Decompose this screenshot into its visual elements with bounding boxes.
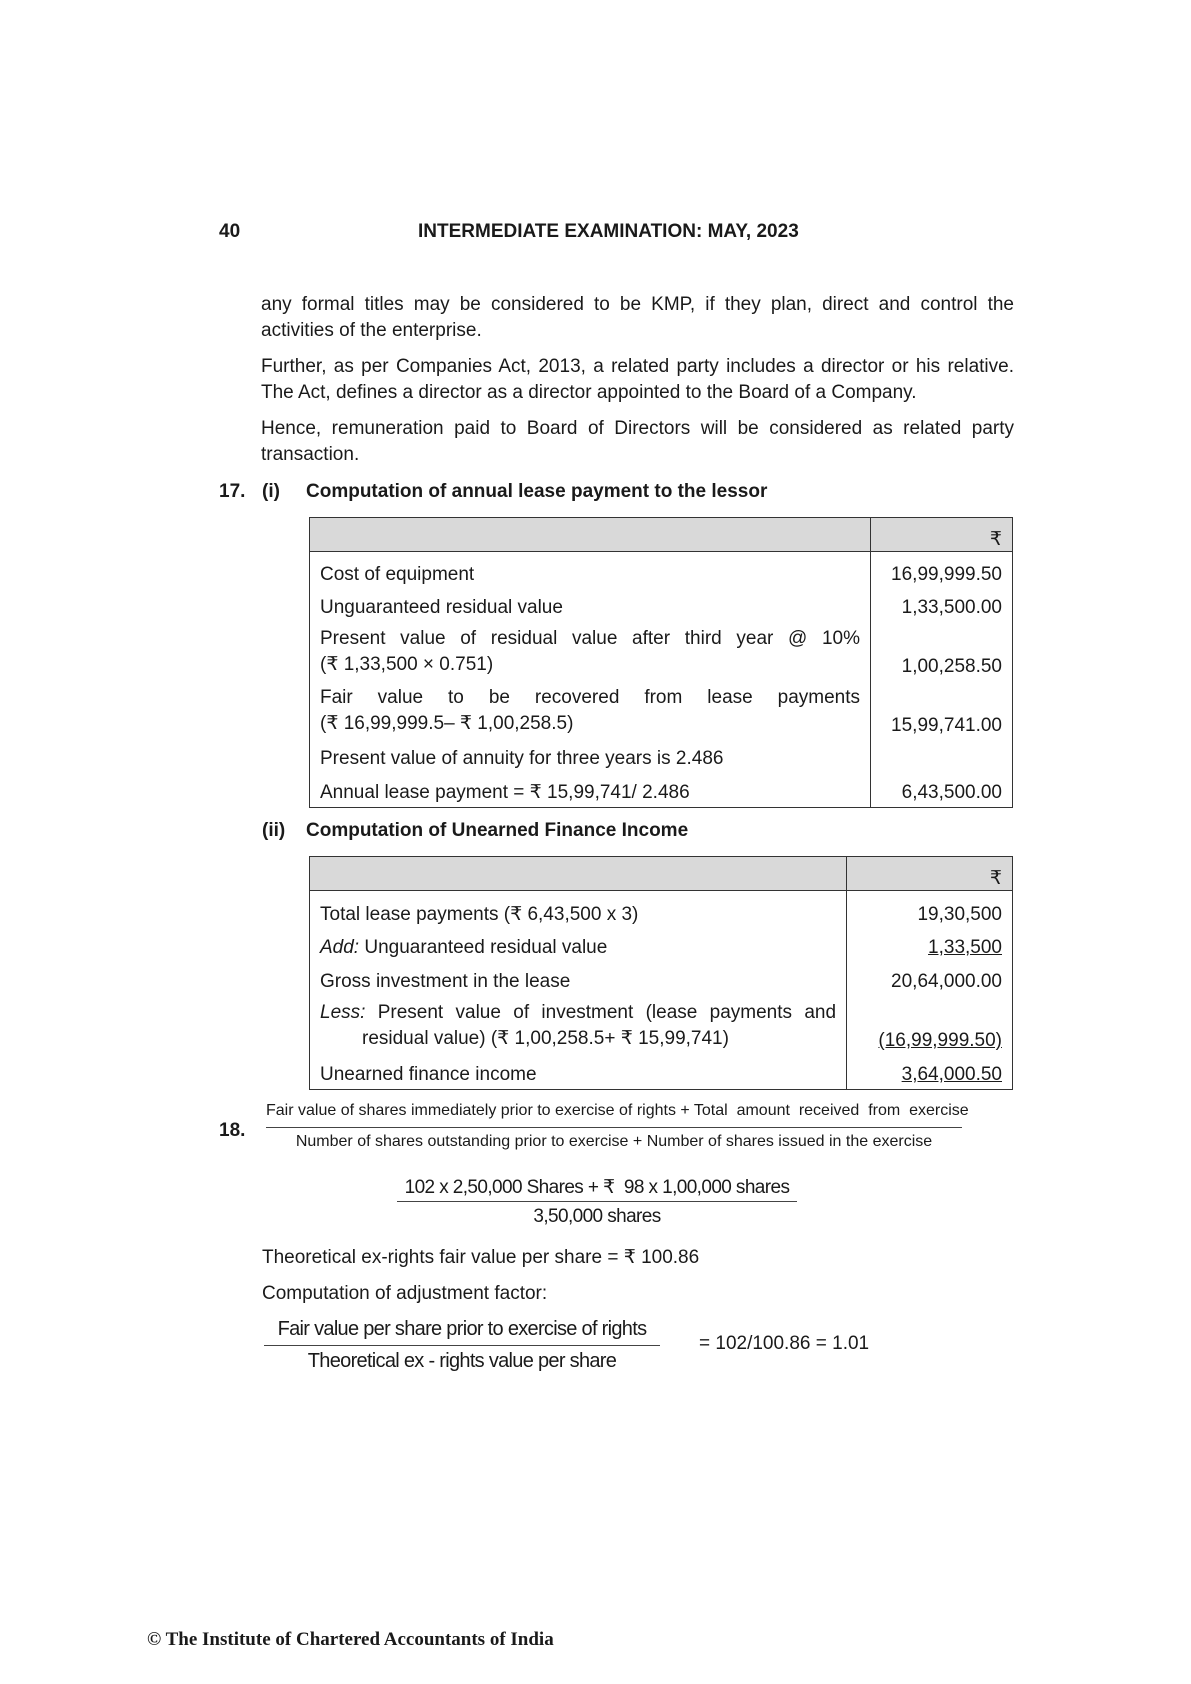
row-desc <box>310 891 847 927</box>
formula-fraction-bar <box>266 1127 962 1128</box>
row-desc <box>310 619 871 678</box>
row-desc-line2: residual value) (₹ 1,00,258.5+ ₹ 15,99,741) <box>362 1028 729 1049</box>
row-desc-text: Unearned finance income <box>320 1064 537 1085</box>
adj-numerator: Fair value per share prior to exercise of rights <box>277 1318 647 1340</box>
page-number: 40 <box>219 221 241 242</box>
row-amount: 6,43,500.00 <box>871 770 1013 808</box>
row-amount: 19,30,500 <box>847 891 1013 927</box>
row-amount <box>847 993 1013 1052</box>
row-desc-text: Unguaranteed residual value <box>359 937 608 958</box>
row-desc-line1 <box>320 1000 836 1026</box>
formula-denominator: Number of shares outstanding prior to exercise + Number of shares issued in the exercise <box>295 1133 933 1150</box>
copyright-footer: © The Institute of Chartered Accountants of India <box>147 1629 554 1650</box>
adj-denominator: Theoretical ex - rights value per share <box>307 1350 617 1372</box>
row-amount-text: 1,33,500 <box>928 937 1002 958</box>
row-desc <box>310 678 871 737</box>
paragraph-companies-act: Further, as per Companies Act, 2013, a related party includes a director or his relative. The Act, defines a director as a director appointed to the Board of a Company. <box>261 356 1014 403</box>
row-desc-text: Present value of investment (lease payments and <box>365 1002 837 1023</box>
row-desc-line2: (₹ 16,99,999.5– ₹ 1,00,258.5) <box>320 713 574 734</box>
row-desc <box>310 993 847 1052</box>
row-amount: 1,00,258.50 <box>871 619 1013 678</box>
table-row <box>310 552 1013 587</box>
row-amount <box>847 1052 1013 1090</box>
row-desc-line1: Present value of residual value after third year @ 10% <box>320 628 861 649</box>
row-desc <box>310 1052 847 1090</box>
row-amount: 20,64,000.00 <box>847 959 1013 993</box>
row-desc: Annual lease payment = ₹ 15,99,741/ 2.486 <box>310 770 871 808</box>
paragraph-kmp: any formal titles may be considered to be KMP, if they plan, direct and control the activities of the enterprise. <box>261 294 1014 341</box>
formula-numerator: Fair value of shares immediately prior to exercise of rights + Total amount received from exercise <box>266 1102 969 1119</box>
row-desc: Unguaranteed residual value <box>310 586 871 619</box>
row-desc <box>310 959 847 993</box>
table-row <box>310 678 1013 737</box>
currency-header: ₹ <box>871 518 1013 552</box>
calc-denominator: 3,50,000 shares <box>533 1206 661 1227</box>
part-ii-label: (ii) <box>262 820 286 841</box>
table-row <box>310 993 1013 1052</box>
part-i-label: (i) <box>262 481 280 502</box>
table-row <box>310 737 1013 770</box>
row-desc-line2: (₹ 1,33,500 × 0.751) <box>320 654 494 675</box>
table-row <box>310 891 1013 927</box>
adjustment-heading: Computation of adjustment factor: <box>262 1283 548 1304</box>
header-cell-desc <box>310 857 847 891</box>
table-row <box>310 1052 1013 1090</box>
paragraph-remuneration: Hence, remuneration paid to Board of Directors will be considered as related party transaction. <box>261 418 1014 465</box>
row-amount-text: (16,99,999.50) <box>878 1030 1002 1051</box>
row-desc: Cost of equipment <box>310 552 871 587</box>
row-amount <box>847 926 1013 959</box>
row-desc-text: Total lease payments (₹ 6,43,500 x 3) <box>320 904 639 925</box>
row-desc <box>310 926 847 959</box>
table-row <box>310 619 1013 678</box>
currency-header: ₹ <box>847 857 1013 891</box>
row-amount <box>871 737 1013 770</box>
part-i-heading: Computation of annual lease payment to the lessor <box>306 481 768 502</box>
row-desc-text: Gross investment in the lease <box>320 971 571 992</box>
adj-result: = 102/100.86 = 1.01 <box>699 1333 870 1354</box>
terp-result: Theoretical ex-rights fair value per share = ₹ 100.86 <box>262 1247 700 1268</box>
part-ii-heading: Computation of Unearned Finance Income <box>306 820 689 841</box>
row-amount: 16,99,999.50 <box>871 552 1013 587</box>
row-prefix: Less: <box>320 1002 366 1023</box>
table-header-row <box>310 857 1013 891</box>
lease-payment-table <box>309 517 1013 808</box>
row-desc: Present value of annuity for three years is 2.486 <box>310 737 871 770</box>
question-17-number: 17. <box>219 481 246 502</box>
table-row <box>310 586 1013 619</box>
row-desc-line1: Fair value to be recovered from lease payments <box>320 687 861 708</box>
table-row <box>310 959 1013 993</box>
calc-fraction-bar <box>397 1201 797 1202</box>
page-title: INTERMEDIATE EXAMINATION: MAY, 2023 <box>418 221 799 242</box>
row-amount: 15,99,741.00 <box>871 678 1013 737</box>
row-prefix: Add: <box>320 937 360 958</box>
calc-numerator: 102 x 2,50,000 Shares + ₹ 98 x 1,00,000 shares <box>404 1177 790 1198</box>
unearned-income-table <box>309 856 1013 1090</box>
table-row <box>310 926 1013 959</box>
row-amount: 1,33,500.00 <box>871 586 1013 619</box>
table-row <box>310 770 1013 808</box>
question-18-number: 18. <box>219 1120 246 1141</box>
adj-fraction-bar <box>264 1345 660 1346</box>
row-amount-text: 3,64,000.50 <box>901 1064 1002 1085</box>
header-cell-desc <box>310 518 871 552</box>
table-header-row <box>310 518 1013 552</box>
